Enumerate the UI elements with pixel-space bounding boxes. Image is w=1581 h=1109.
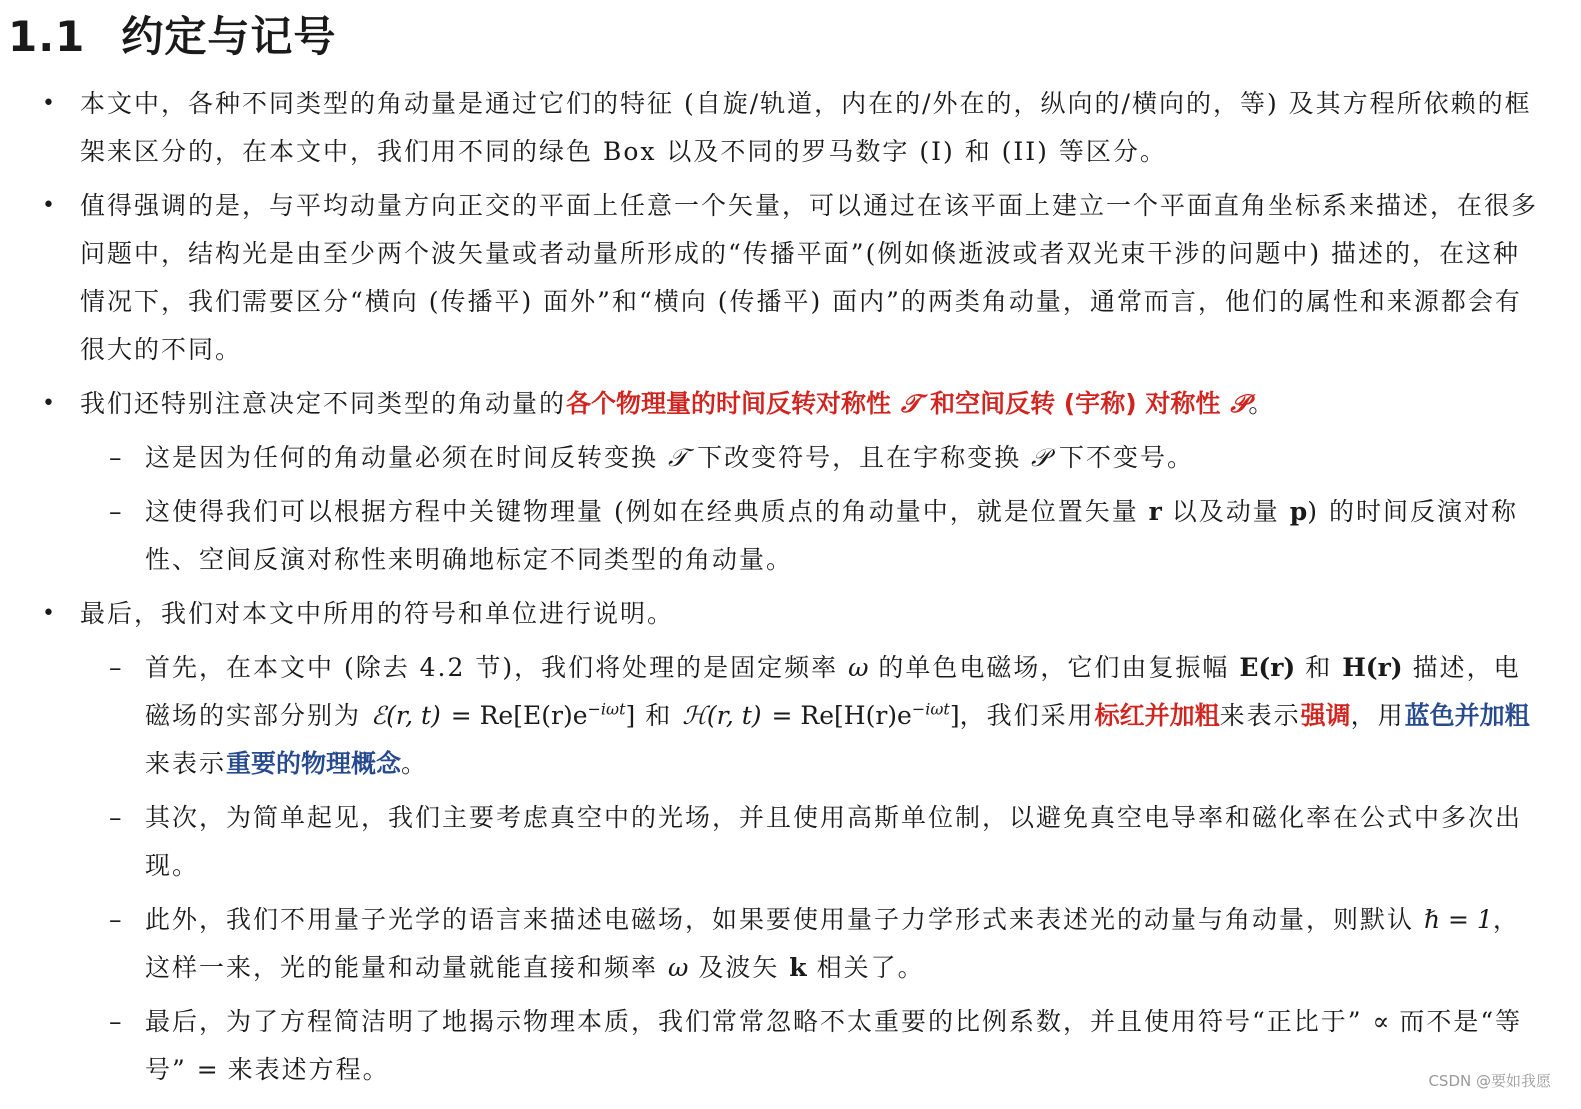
- equals-symbol: =: [196, 1055, 218, 1084]
- dash-marker: –: [109, 803, 124, 832]
- hbar-equation: ℏ = 1: [1423, 905, 1493, 934]
- item-text: ，我们采用: [959, 701, 1095, 730]
- momentum-vector: p: [1289, 497, 1308, 526]
- item-text: 下改变符号，且在宇称变换: [697, 443, 1022, 472]
- item-text: 值得强调的是，与平均动量方向正交的平面上任意一个矢量，可以通过在该平面上建立一个平面直角坐标系来描述，在很多问题中，结构光是由至少两个波矢量或者动量所形成的“传播平面”(例如倏逝波或者双光束干涉的问题中) 描述的，在这种情况下，我们需要区分“横向 (传播平) 面外”和“横向 (传播平) 面内”的两类角动量，通常而言，他们的属性和来源都会有很大的不同。: [80, 191, 1539, 364]
- equation: ]: [625, 701, 636, 730]
- sub-list-item: [109, 896, 1540, 992]
- red-emphasis: 强调: [1300, 701, 1351, 730]
- item-text: 。: [401, 749, 429, 778]
- electric-amplitude: E(r): [1239, 653, 1296, 682]
- magnetic-amplitude: H(r): [1342, 653, 1403, 682]
- dash-marker: –: [109, 1007, 124, 1036]
- sub-list-item: [109, 488, 1540, 584]
- watermark: CSDN @要如我愿: [1428, 1072, 1551, 1090]
- item-text: 首先，在本文中 (除去 4.2 节)，我们将处理的是固定频率: [145, 653, 839, 682]
- item-text: 本文中，各种不同类型的角动量是通过它们的特征 (自旋/轨道，内在的/外在的，纵向的/横向的，等) 及其方程所依赖的框架来区分的，在本文中，我们用不同的绿色 Box 以及不同的罗马数字 (I) 和 (II) 等区分。: [80, 89, 1532, 166]
- item-text: 和: [645, 701, 673, 730]
- sub-list-item: [109, 644, 1540, 788]
- item-text: 我们还特别注意决定不同类型的角动量的: [80, 389, 567, 418]
- real-magnetic-field: ℋ(r, t): [682, 701, 762, 730]
- item-text: 来表示: [145, 749, 227, 778]
- bullet-list: [0, 80, 1581, 1100]
- bullet-marker: •: [42, 391, 57, 416]
- bullet-marker: •: [42, 91, 57, 116]
- bullet-marker: •: [42, 601, 57, 626]
- red-emphasis: 各个物理量的时间反转对称性: [566, 389, 892, 418]
- item-text: 以及动量: [1171, 497, 1280, 526]
- frequency-symbol: ω: [848, 653, 869, 682]
- item-text: 这使得我们可以根据方程中关键物理量 (例如在经典质点的角动量中，就是位置矢量: [145, 497, 1139, 526]
- exponent: −iωt: [587, 699, 626, 719]
- dash-marker: –: [109, 905, 124, 934]
- item-text: ，用: [1350, 701, 1405, 730]
- proportional-symbol: ∝: [1372, 1007, 1390, 1036]
- sub-list-item: [109, 998, 1540, 1094]
- exponent: −iωt: [911, 699, 950, 719]
- frequency-symbol: ω: [667, 953, 689, 982]
- dash-marker: –: [109, 653, 124, 682]
- section-heading: [8, 8, 336, 66]
- real-electric-field: ℰ(r, t): [370, 701, 441, 730]
- wave-vector: k: [789, 953, 807, 982]
- item-text: 。: [1248, 389, 1276, 418]
- equation: = Re[H(r)e: [771, 701, 912, 730]
- blue-emphasis: 重要的物理概念: [226, 749, 402, 778]
- sub-list-item: [109, 434, 1540, 482]
- list-item: [42, 80, 1540, 176]
- parity-symbol: 𝒫: [1031, 443, 1050, 472]
- item-text: 来表述方程。: [227, 1055, 390, 1084]
- dash-marker: –: [109, 497, 124, 526]
- blue-emphasis: 蓝色并加粗: [1404, 701, 1530, 730]
- position-vector: r: [1148, 497, 1162, 526]
- dash-marker: –: [109, 443, 124, 472]
- list-item: [42, 590, 1540, 638]
- item-text: 这是因为任何的角动量必须在时间反转变换: [145, 443, 659, 472]
- item-text: ，这样一来，光的能量和动量就能直接和频率: [145, 905, 1520, 982]
- equation: = Re[E(r)e: [450, 701, 588, 730]
- list-item: [42, 182, 1540, 374]
- section-number: 1.1: [8, 12, 86, 61]
- item-text: 相关了。: [816, 953, 925, 982]
- item-text: 描述，电磁场的实部分别为: [145, 653, 1521, 730]
- equation: ]: [949, 701, 960, 730]
- time-reversal-symbol: 𝒯: [900, 389, 921, 418]
- item-text: 和: [1305, 653, 1333, 682]
- time-reversal-symbol: 𝒯: [667, 443, 688, 472]
- item-text: 下不变号。: [1059, 443, 1195, 472]
- section-title: 约定与记号: [121, 12, 337, 61]
- red-emphasis: 标红并加粗: [1094, 701, 1220, 730]
- item-text: 其次，为简单起见，我们主要考虑真空中的光场，并且使用高斯单位制，以避免真空电导率和磁化率在公式中多次出现。: [145, 803, 1523, 880]
- parity-symbol: 𝒫: [1230, 389, 1249, 418]
- item-text: 的单色电磁场，它们由复振幅: [878, 653, 1230, 682]
- sub-list-item: [109, 794, 1540, 890]
- item-text: 及波矢: [698, 953, 780, 982]
- item-text: 而不是“等号”: [145, 1007, 1523, 1084]
- red-emphasis: 和空间反转 (宇称) 对称性: [930, 389, 1221, 418]
- item-text: 此外，我们不用量子光学的语言来描述电磁场，如果要使用量子力学形式来表述光的动量与角动量，则默认: [145, 905, 1415, 934]
- item-text: 最后，为了方程简洁明了地揭示物理本质，我们常常忽略不太重要的比例系数，并且使用符号“正比于”: [145, 1007, 1363, 1036]
- item-text: 最后，我们对本文中所用的符号和单位进行说明。: [80, 599, 675, 628]
- item-text: ) 的时间反演对称性、空间反演对称性来明确地标定不同类型的角动量。: [145, 497, 1518, 574]
- list-item: [42, 380, 1540, 428]
- bullet-marker: •: [42, 193, 57, 218]
- item-text: 来表示: [1219, 701, 1301, 730]
